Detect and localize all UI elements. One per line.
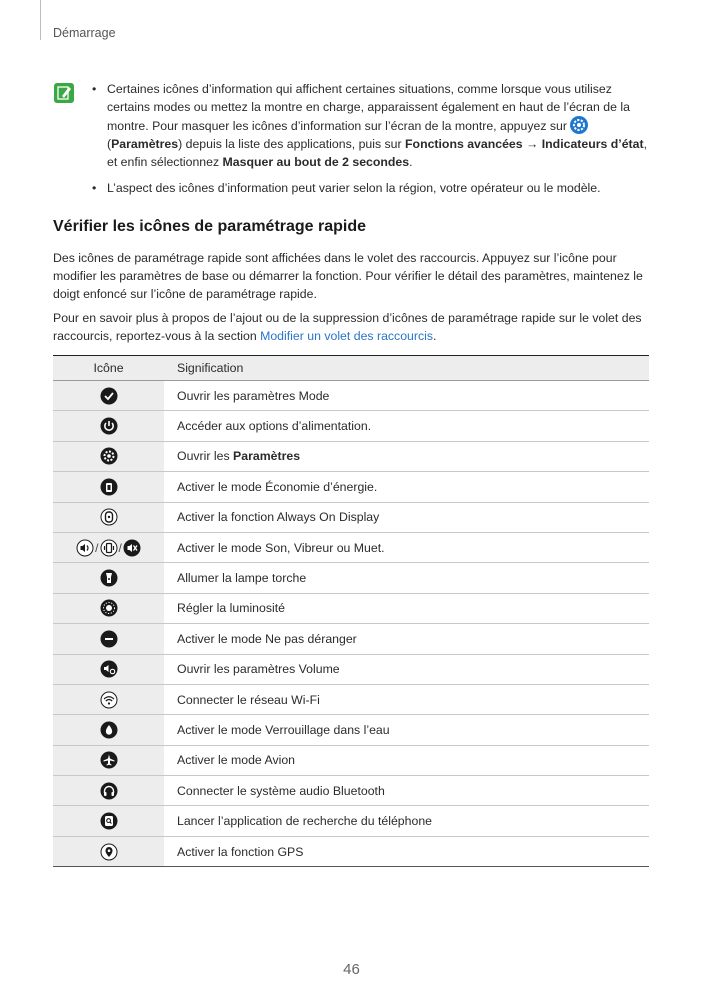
separator: / <box>118 540 122 555</box>
gps-icon <box>100 843 118 861</box>
quick-settings-table <box>53 355 649 867</box>
table-row <box>53 381 649 411</box>
header-meaning: Signification <box>164 356 649 381</box>
intro-paragraph: Des icônes de paramétrage rapide sont affichées dans le volet des raccourcis. Appuyez sur l’icône pour modifier les paramètres de base ou démarrer la fonction. Pour vérifier le détail des paramètres, maintenez le doigt enfoncé sur l’icône de paramétrage rapide. <box>53 251 643 301</box>
sound-icon <box>76 539 94 557</box>
volume-settings-icon <box>100 660 118 678</box>
power-saving-icon <box>100 478 118 496</box>
settings-gear-icon <box>570 116 588 134</box>
table-row <box>53 502 649 532</box>
wifi-icon <box>100 691 118 709</box>
row-text: Lancer l’application de recherche du téléphone <box>164 806 649 836</box>
water-lock-icon <box>100 721 118 739</box>
table-row <box>53 441 649 471</box>
page-number: 46 <box>343 961 360 978</box>
table-row <box>53 745 649 775</box>
table-row <box>53 593 649 623</box>
table-row <box>53 806 649 836</box>
note-bullet-status-icons: • Certaines icônes d’information qui affichent certaines situations, comme lorsque vous utilisez certains modes ou mettez la montre en charge, apparaissent également en haut de l’écran de la montre. Pour masquer les icônes d’information sur l’écran de la montre, appuyez sur (Paramètres) depuis la liste des applications, puis sur Fonctions avancées → Indicateurs d’état, et enfin sélectionnez Masquer au bout de 2 secondes. <box>92 80 652 171</box>
mute-icon <box>123 539 141 557</box>
always-on-display-icon <box>100 508 118 526</box>
margin-rule <box>40 0 41 40</box>
table-row <box>53 836 649 866</box>
power-icon <box>100 417 118 435</box>
row-text: Activer le mode Verrouillage dans l’eau <box>164 715 649 745</box>
row-text: Accéder aux options d’alimentation. <box>164 411 649 441</box>
row-text: Allumer la lampe torche <box>164 563 649 593</box>
modes-icon <box>100 387 118 405</box>
row-text: Ouvrir les paramètres Volume <box>164 654 649 684</box>
brightness-icon <box>100 599 118 617</box>
table-row <box>53 776 649 806</box>
table-row <box>53 411 649 441</box>
section-title: Vérifier les icônes de paramétrage rapide <box>53 218 367 235</box>
find-phone-icon <box>100 812 118 830</box>
shortcuts-panel-link[interactable]: Modifier un volet des raccourcis <box>260 329 434 343</box>
table-header-row <box>53 356 649 381</box>
header-icon: Icône <box>53 356 164 381</box>
note-icon <box>54 83 74 103</box>
row-text: Activer le mode Économie d’énergie. <box>164 472 649 502</box>
row-text: Régler la luminosité <box>164 593 649 623</box>
table-row <box>53 532 649 562</box>
table-row <box>53 654 649 684</box>
row-text: Connecter le réseau Wi-Fi <box>164 684 649 714</box>
row-text: Ouvrir les paramètres Mode <box>164 381 649 411</box>
airplane-icon <box>100 751 118 769</box>
note-bullet-appearance: • L’aspect des icônes d’information peut varier selon la région, votre opérateur ou le modèle. <box>92 179 652 197</box>
section-label: Démarrage <box>53 26 116 40</box>
flashlight-icon <box>100 569 118 587</box>
row-text: Connecter le système audio Bluetooth <box>164 776 649 806</box>
row-text: Activer le mode Avion <box>164 745 649 775</box>
row-text: Activer la fonction GPS <box>164 836 649 866</box>
row-text: Activer le mode Ne pas déranger <box>164 624 649 654</box>
note-list <box>92 80 652 205</box>
separator: / <box>95 540 99 555</box>
table-row <box>53 715 649 745</box>
more-info-paragraph: Pour en savoir plus à propos de l’ajout ou de la suppression d’icônes de paramétrage rapide sur le volet des raccourcis, reportez-vous à la section Modifier un volet des raccourcis. <box>53 311 642 343</box>
do-not-disturb-icon <box>100 630 118 648</box>
table-row <box>53 624 649 654</box>
table-row <box>53 684 649 714</box>
bluetooth-audio-icon <box>100 782 118 800</box>
row-text: Activer le mode Son, Vibreur ou Muet. <box>164 532 649 562</box>
vibrate-icon <box>100 539 118 557</box>
table-row <box>53 563 649 593</box>
row-text: Ouvrir les Paramètres <box>164 441 649 471</box>
row-text: Activer la fonction Always On Display <box>164 502 649 532</box>
table-row <box>53 472 649 502</box>
settings-gear-icon <box>100 447 118 465</box>
